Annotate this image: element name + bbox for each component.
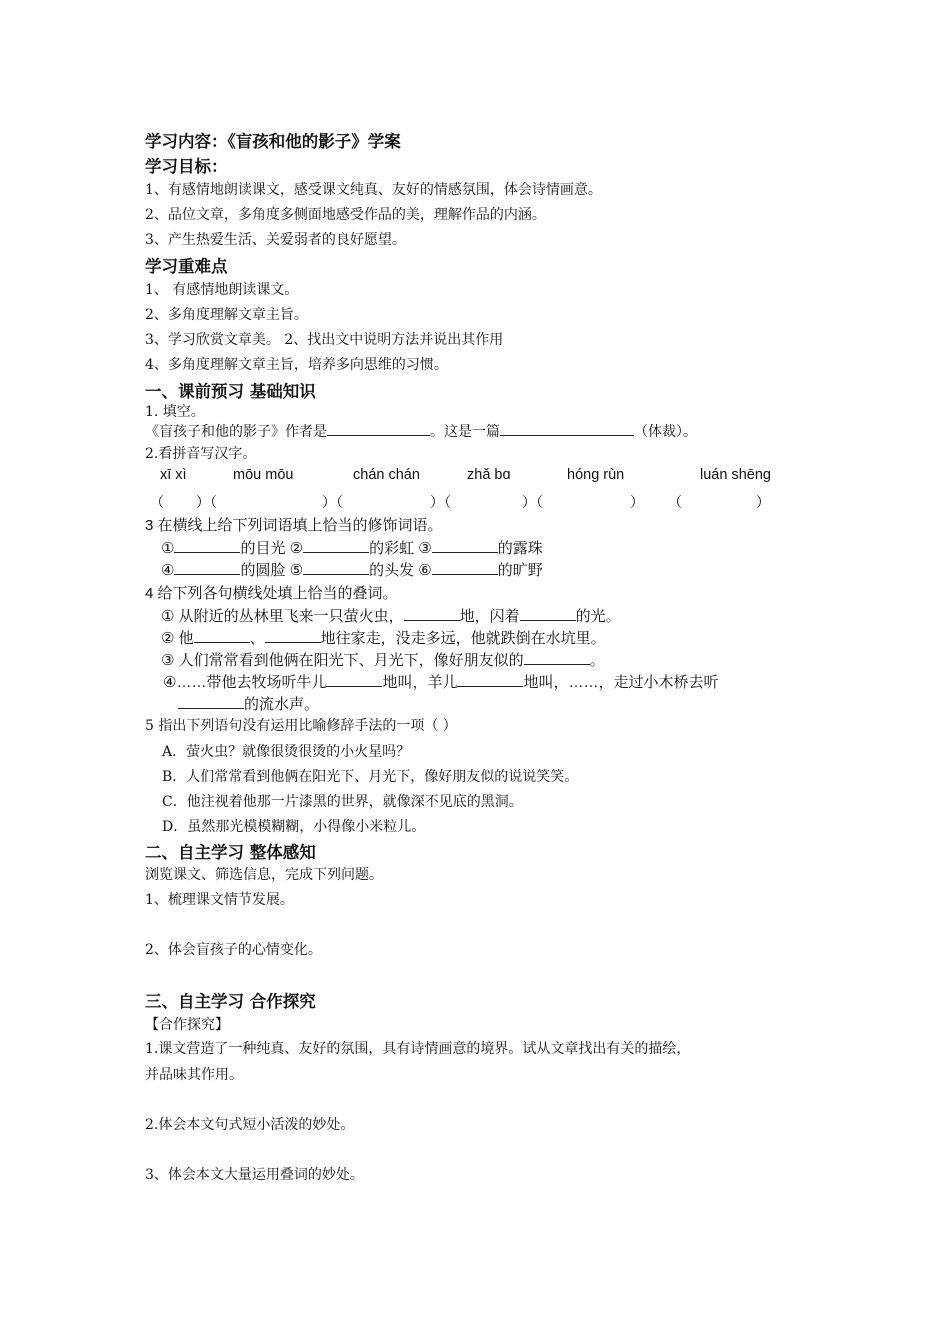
q2-label: 2.看拼音写汉字。 — [145, 446, 257, 462]
goals-heading: 学习目标： — [145, 157, 228, 176]
section-2-intro: 浏览课文、筛选信息，完成下列问题。 — [145, 867, 383, 883]
pinyin-4: zhǎ bɑ — [467, 467, 511, 483]
goal-item-1: 1、有感情地朗读课文，感受课文纯真、友好的情感氛围，体会诗情画意。 — [145, 182, 602, 198]
reduplication-blank-6[interactable] — [326, 671, 382, 687]
modifier-blank-2[interactable] — [303, 537, 369, 553]
q4-sentence-3: ③ 人们常常看到他俩在阳光下、月光下，像好朋友似的 。 — [161, 649, 605, 670]
section-1-heading: 一、课前预习 基础知识 — [145, 382, 316, 401]
page-title: 学习内容：《盲孩和他的影子》学案 — [145, 132, 401, 151]
q3-row-1: ① 的目光 ② 的彩虹 ③ 的露珠 — [161, 537, 543, 558]
modifier-blank-1[interactable] — [174, 537, 240, 553]
reduplication-blank-3[interactable] — [194, 627, 250, 643]
q5-option-b: B．人们常常看到他俩在阳光下、月光下，像好朋友似的说说笑笑。 — [162, 769, 579, 785]
pinyin-2: mōu mōu — [233, 467, 294, 483]
q4-label: 4 给下列各句横线处填上恰当的叠词。 — [145, 585, 398, 602]
section-3-question-1: 1.课文营造了一种纯真、友好的氛围，具有诗情画意的境界。试从文章找出有关的描绘， — [145, 1041, 691, 1057]
key-point-1: 1、 有感情地朗读课文。 — [145, 282, 299, 298]
answer-box-3[interactable] — [352, 490, 430, 508]
q1-fill-line — [145, 420, 697, 441]
section-2-heading: 二、自主学习 整体感知 — [145, 843, 316, 862]
section-3-heading: 三、自主学习 合作探究 — [145, 992, 316, 1011]
pinyin-6: luán shēng — [700, 467, 771, 483]
answer-box-5[interactable] — [552, 490, 630, 508]
q1-text-b: 。这是一篇 — [430, 424, 500, 440]
modifier-blank-6[interactable] — [432, 559, 498, 575]
answer-box-2[interactable] — [226, 490, 322, 508]
q1-text-a: 《盲孩子和他的影子》作者是 — [145, 424, 327, 440]
reduplication-blank-1[interactable] — [404, 605, 460, 621]
pinyin-1: xī xì — [160, 467, 187, 483]
answer-box-6[interactable] — [684, 490, 756, 508]
section-3-question-3: 3、体会本文大量运用叠词的妙处。 — [145, 1167, 364, 1183]
key-point-3: 3、学习欣赏文章美。 2、找出文中说明方法并说出其作用 — [145, 332, 504, 348]
genre-blank[interactable] — [500, 420, 634, 436]
q5-option-d: D．虽然那光模模糊糊，小得像小米粒儿。 — [162, 819, 426, 835]
section-2-question-1: 1、梳理课文情节发展。 — [145, 892, 294, 908]
q4-sentence-2: ② 他 、 地往家走，没走多远，他就跌倒在水坑里。 — [161, 627, 606, 648]
q1-text-c: （体裁）。 — [634, 424, 697, 440]
q4-sentence-4-cont: 的流水声。 — [178, 693, 319, 714]
reduplication-blank-5[interactable] — [524, 649, 590, 665]
q4-sentence-4: ④……带他去牧场听牛儿 地叫，羊儿 地叫，……，走过小木桥去听 — [163, 671, 718, 692]
modifier-blank-4[interactable] — [174, 559, 240, 575]
goal-item-2: 2、品位文章，多角度多侧面地感受作品的美，理解作品的内涵。 — [145, 207, 546, 223]
key-points-heading: 学习重难点 — [145, 257, 228, 276]
goal-item-3: 3、产生热爱生活、关爱弱者的良好愿望。 — [145, 232, 406, 248]
q5-option-a: A．萤火虫？就像很烫很烫的小火星吗？ — [162, 744, 411, 760]
answer-box-4[interactable] — [460, 490, 522, 508]
section-3-question-1-cont: 并品味其作用。 — [145, 1067, 243, 1083]
author-blank[interactable] — [327, 420, 430, 436]
reduplication-blank-4[interactable] — [265, 627, 321, 643]
modifier-blank-3[interactable] — [432, 537, 498, 553]
q5-option-c: C．他注视着他那一片漆黑的世界，就像深不见底的黑洞。 — [162, 794, 523, 810]
cooperative-inquiry-label: 【合作探究】 — [145, 1017, 229, 1033]
section-2-question-2: 2、体会盲孩子的心情变化。 — [145, 942, 322, 958]
pinyin-3: chán chán — [353, 467, 420, 483]
answer-box-1[interactable] — [166, 490, 196, 508]
q5-label: 5 指出下列语句没有运用比喻修辞手法的一项（ ） — [145, 718, 457, 734]
key-point-4: 4、多角度理解文章主旨，培养多向思维的习惯。 — [145, 357, 448, 373]
key-point-2: 2、多角度理解文章主旨。 — [145, 307, 308, 323]
section-3-question-2: 2.体会本文句式短小活泼的妙处。 — [145, 1117, 355, 1133]
reduplication-blank-7[interactable] — [457, 671, 523, 687]
q1-label: 1. 填空。 — [145, 404, 205, 420]
q3-label: 3 在横线上给下列词语填上恰当的修饰词语。 — [145, 517, 443, 534]
q3-row-2: ④ 的圆脸 ⑤ 的头发 ⑥ 的旷野 — [161, 559, 543, 580]
document-page: 学习内容：《盲孩和他的影子》学案 学习目标： 1、有感情地朗读课文，感受课文纯真、友好的情感氛围，体会诗情画意。 2、品位文章，多角度多侧面地感受作品的美，理解作品的内涵。 3、产生热爱生活、关爱弱者的良好愿望。 学习重难点 1、 有感情地朗读课文。 2、多角度理解文章主旨。 3、学习欣赏文章美。 2、找出文中说明方法并说出其作用 4、多角度理解文章主旨，培养多向思维的习惯。 一、课前预习 基础知识 1. 填空。 《盲孩子和他的影子》作者是 。这是一篇 （体裁）。 2.看拼音写汉字。 xī xì mōu mōu chán chán zhǎ bɑ hóng rùn luán shēng （ ）（ ）（ ）（ ）（ ） （ ） 3 在横线上给下列词语填上恰当的修饰词语。 ① 的目光 ② 的彩虹 ③ 的露珠 ④ 的圆脸 ⑤ 的头发 ⑥ 的旷野 4 给下列各句横线处填上恰当的叠词。 ① 从附近的丛林里飞来一只萤火虫， 地，闪着 的光。 ② 他 、 地往家走，没走多远，他就跌倒在水坑里。 ③ 人们常常看到他俩在阳光下、月光下，像好朋友似的 。 ④……带他去牧场听牛儿 地叫，羊儿 地叫，……，走过小木桥去听 的流水声。 5 指出下列语句没有运用比喻修辞手法的一项（ ） A．萤火虫？就像很烫很烫的小火星吗？ B．人们常常看到他俩在阳光下、月光下，像好朋友似的说说笑笑。 C．他注视着他那一片漆黑的世界，就像深不见底的黑洞。 D．虽然那光模模糊糊，小得像小米粒儿。 二、自主学习 整体感知 浏览课文、筛选信息，完成下列问题。 1、梳理课文情节发展。 2、体会盲孩子的心情变化。 三、自主学习 合作探究 【合作探究】 1.课文营造了一种纯真、友好的氛围，具有诗情画意的境界。试从文章找出有关的描绘， 并品味其作用。 2.体会本文句式短小活泼的妙处。 3、体会本文大量运用叠词的妙处。 — [0, 0, 950, 1344]
reduplication-blank-2[interactable] — [520, 605, 576, 621]
reduplication-blank-8[interactable] — [178, 693, 244, 709]
q4-sentence-1: ① 从附近的丛林里飞来一只萤火虫， 地，闪着 的光。 — [161, 605, 621, 626]
pinyin-5: hóng rùn — [567, 467, 625, 483]
modifier-blank-5[interactable] — [303, 559, 369, 575]
